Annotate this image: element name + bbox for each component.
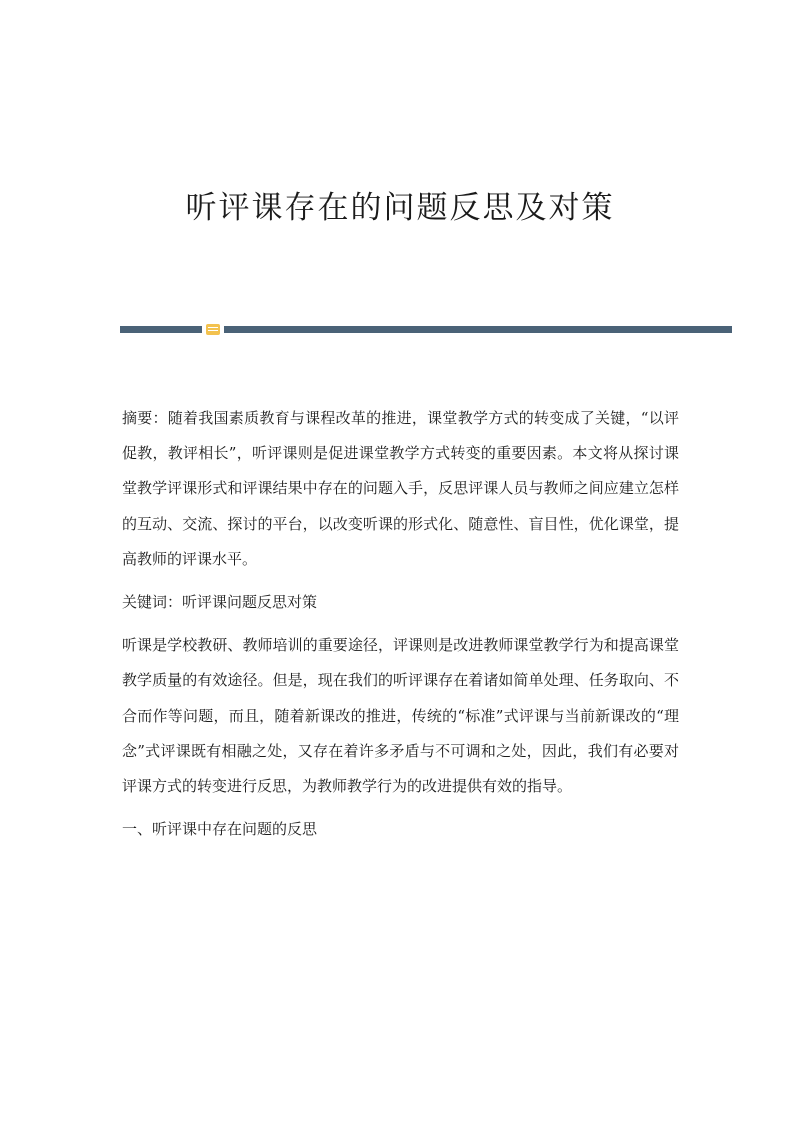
book-icon (206, 324, 220, 335)
section-heading: 一、听评课中存在问题的反思 (122, 820, 318, 839)
page-title: 听评课存在的问题反思及对策 (185, 190, 615, 226)
document-body (122, 401, 679, 855)
intro-paragraph: 听课是学校教研、教师培训的重要途径，评课则是改进教师课堂教学行为和提高课堂教学质量的有效途径。但是，现在我们的听评课存在着诸如简单处理、任务取向、不合而作等问题，而且，随着新课改的推进，传统的“标准”式评课与当前新课改的“理念”式评课既有相融之处，又存在着许多矛盾与不可调和之处，因此，我们有必要对评课方式的转变进行反思，为教师教学行为的改进提供有效的指导。 (122, 636, 679, 796)
title-divider (120, 324, 732, 336)
keywords-line: 关键词：听评课问题反思对策 (122, 593, 318, 612)
divider-bar-right (224, 326, 732, 333)
divider-bar-left (120, 326, 202, 333)
abstract-paragraph: 摘要：随着我国素质教育与课程改革的推进，课堂教学方式的转变成了关键，“以评促教，教评相长”，听评课则是促进课堂教学方式转变的重要因素。本文将从探讨课堂教学评课形式和评课结果中存在的问题入手，反思评课人员与教师之间应建立怎样的互动、交流、探讨的平台，以改变听课的形式化、随意性、盲目性，优化课堂，提高教师的评课水平。 (122, 409, 679, 568)
